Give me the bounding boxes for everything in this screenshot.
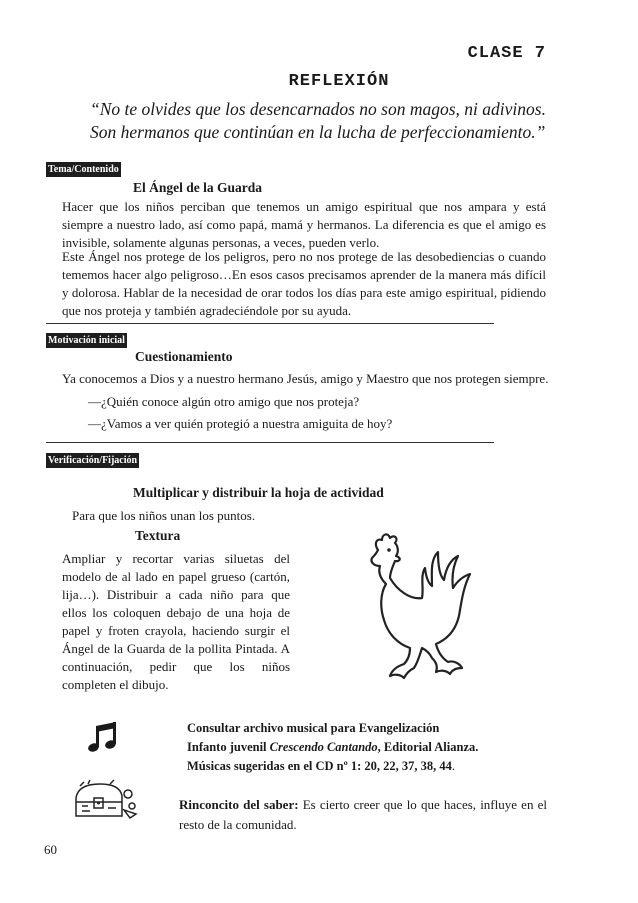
verificacion-heading: Multiplicar y distribuir la hoja de actividad: [133, 485, 384, 500]
textura-text: Ampliar y recortar varias siluetas del modelo de al lado en papel grueso (cartón, lija…). Distribuir a cada niño para que ellos los coloquen debajo de una hoja de papel y froten crayola, haciendo surgir el Ángel de la Guarda de la pollita Pintada. A continuación, pedir que los niños completen el dibujo.: [62, 551, 290, 692]
music-note-icon: [86, 720, 120, 754]
textura-heading: Textura: [135, 528, 181, 543]
quote-line-2: Son hermanos que continúan en la lucha de perfeccionamiento.”: [90, 122, 546, 142]
motivacion-tag: Motivación inicial: [48, 335, 125, 346]
question-2: —¿Vamos a ver quién protegió a nuestra amiguita de hoy?: [88, 416, 393, 431]
divider: [46, 323, 494, 324]
tema-tag: Tema/Contenido: [48, 164, 119, 175]
page-title: REFLEXIÓN: [288, 72, 390, 91]
tema-paragraph-2: Este Ángel nos protege de los peligros, pero no nos protege de las desobediencias o cuando tememos hacer algo peligroso…En esos casos precisamos aprender de la manera más difícil y dolorosa. Hablar de la necesidad de orar todos los días para este amigo espiritual, pidiendo que nos proteja y también agradeciéndole por su ayuda.: [62, 249, 546, 318]
music-reference: [187, 719, 478, 776]
question-1: —¿Quién conoce algún otro amigo que nos proteja?: [88, 394, 360, 409]
music-line-3: Músicas sugeridas en el CD nº 1: 20, 22, 37, 38, 44.: [187, 759, 456, 773]
quote: [90, 98, 570, 144]
tema-heading: El Ángel de la Guarda: [133, 180, 263, 195]
music-line-2: Infanto juvenil Crescendo Cantando, Editorial Alianza.: [187, 740, 479, 754]
quote-line-1: “No te olvides que los desencarnados no son magos, ni adivinos.: [90, 99, 546, 119]
music-line-1: Consultar archivo musical para Evangelización: [187, 721, 440, 735]
rinconcito-del-saber: [179, 795, 547, 835]
motivacion-heading: Cuestionamiento: [135, 349, 233, 364]
tema-paragraph-1: Hacer que los niños perciban que tenemos un amigo espiritual que nos ampara y está siempre a nuestro lado, así como papá, mamá y hermanos. La diferencia es que el amigo es invisible, solamente algunas personas, a veces, pueden verlo.: [62, 199, 546, 250]
verificacion-instruction: Para que los niños unan los puntos.: [72, 508, 256, 523]
chicken-silhouette-icon: [352, 528, 482, 688]
verificacion-tag: Verificación/Fijación: [48, 455, 138, 466]
rinconcito-label: Rinconcito del saber:: [179, 797, 299, 812]
class-label: CLASE 7: [467, 44, 546, 63]
page-number: 60: [44, 842, 57, 857]
rinconcito-text: Es cierto creer que lo que haces, influye en el resto de la comunidad.: [179, 797, 547, 832]
divider: [46, 442, 494, 443]
motivacion-intro: Ya conocemos a Dios y a nuestro hermano Jesús, amigo y Maestro que nos protegen siempre.: [62, 371, 549, 386]
treasure-chest-icon: [70, 778, 142, 822]
